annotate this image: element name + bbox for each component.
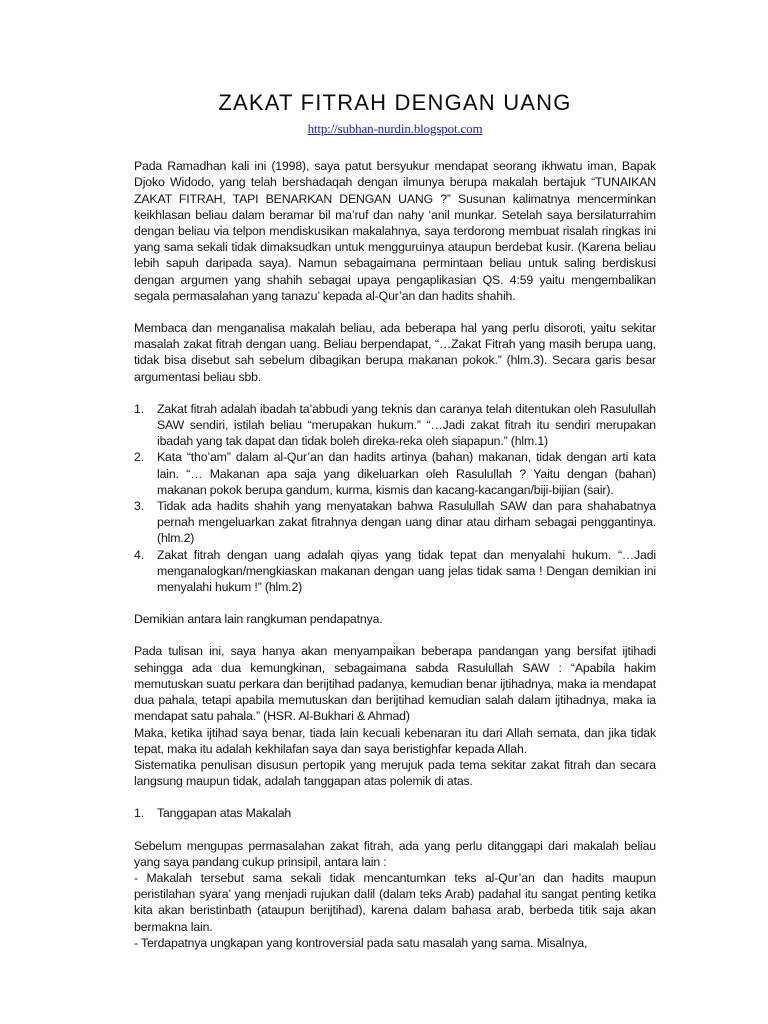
list-number: 2. xyxy=(134,450,144,465)
list-item xyxy=(134,449,656,498)
list-text: Zakat fitrah dengan uang adalah qiyas yang tidak tepat dan menyalahi hukum. “…Jadi menganalogkan/mengkiaskan makanan dengan uang jelas tidak sama ! Dengan demikian ini menyalahi hukum !” (hlm.2) xyxy=(157,547,656,595)
paragraph-analysis: Membaca dan menganalisa makalah beliau, ada beberapa hal yang perlu disoroti, yaitu sekitar masalah zakat fitrah dengan uang. Beliau berpendapat, “…Zakat Fitrah yang masih berupa uang, tidak bisa disebut sah sebelum dibagikan berupa makanan pokok.” (hlm.3). Secara garis besar argumentasi beliau sbb. xyxy=(134,321,656,384)
list-item xyxy=(134,547,656,596)
paragraph-point-one: - Makalah tersebut sama sekali tidak mencantumkan teks al-Qur’an dan hadits maupun peristilahan syara’ yang menjadi rujukan dalil (dalam teks Arab) padahal itu sangat penting ketika kita akan beristinbath (ataupun berijtihad), karena dalam bahasa arab, berbeda titik saja akan bermakna lain. xyxy=(134,870,656,934)
paragraph-intro: Pada Ramadhan kali ini (1998), saya patut bersyukur mendapat seorang ikhwatu iman, Bapak Djoko Widodo, yang telah bershadaqah dengan ilmunya berupa makalah bertajuk “TUNAIKAN ZAKAT FITRAH, TAPI BENARKAN DENGAN UANG ?” Susunan kalimatnya mencerminkan keikhlasan beliau dalam beramar bil ma’ruf dan nahy ‘anil munkar. Setelah saya bersilaturrahim dengan beliau via telpon mendiskusikan makalahnya, saya terdorong membuat risalah ringkas ini yang sama sekali tidak dimaksudkan untuk mengguruinya ataupun berdebat kusir. (Karena beliau lebih sapuh daripada saya). Namun sebagaimana permintaan beliau untuk saling berdiskusi dengan argumen yang shahih sebagai upaya pengaplikasian QS. 4:59 yaitu mengembalikan segala permasalahan yang tanazu’ kepada al-Qur’an dan hadits shahih. xyxy=(134,159,656,303)
list-number: 3. xyxy=(134,499,144,514)
list-item xyxy=(134,498,656,547)
list-number: 4. xyxy=(134,547,144,562)
paragraph-istighfar: Maka, ketika ijtihad saya benar, tiada lain kecuali kebenaran itu dari Allah semata, dan jika tidak tepat, maka itu adalah kekhilafan saya dan saya beristighfar kepada Allah. xyxy=(134,725,656,756)
list-text: Kata “tho’am” dalam al-Qur’an dan hadits artinya (bahan) makanan, tidak dengan arti kata lain. “… Makanan apa saja yang dikeluarkan oleh Rasulullah ? Yaitu dengan (bahan) makanan pokok berupa gandum, kurma, kismis dan kacang-kacangan/biji-bijian (sair). xyxy=(157,450,656,497)
document-body xyxy=(134,90,656,951)
page-title: ZAKAT FITRAH DENGAN UANG xyxy=(218,90,572,115)
section-heading: Tanggapan atas Makalah xyxy=(157,806,292,821)
list-text: Zakat fitrah adalah ibadah ta’abbudi yang teknis dan caranya telah ditentukan oleh Rasulullah SAW sendiri, istilah beliau “merupakan hukum.” “…Jadi zakat fitrah itu sendiri merupakan ibadah yang tak dapat dan tidak boleh direka-reka oleh siapapun.” (hlm.1) xyxy=(157,401,656,449)
list-item xyxy=(134,401,656,450)
list-number: 1. xyxy=(134,806,144,821)
blog-link[interactable]: http://subhan-nurdin.blogspot.com xyxy=(307,121,483,136)
list-number: 1. xyxy=(134,401,144,416)
paragraph-point-two: - Terdapatnya ungkapan yang kontroversial pada satu masalah yang sama. Misalnya, xyxy=(134,935,588,950)
paragraph-response-intro: Sebelum mengupas permasalahan zakat fitrah, ada yang perlu ditanggapi dari makalah beliau yang saya pandang cukup prinsipil, antara lain : xyxy=(134,838,656,869)
paragraph-ijtihad: Pada tulisan ini, saya hanya akan menyampaikan beberapa pandangan yang bersifat ijtihadi sehingga ada dua kemungkinan, sebagaimana sabda Rasulullah SAW : “Apabila hakim memutuskan suatu perkara dan berijtihad padanya, kemudian benar ijtihadnya, maka ia mendapat dua pahala, tetapi apabila memutuskan dan berijtihad kemudian salah dalam ijtihadnya, maka ia mendapat satu pahala.” (HSR. Al-Bukhari & Ahmad) xyxy=(134,644,656,724)
argument-list xyxy=(134,401,656,595)
section-list xyxy=(134,805,656,821)
list-item xyxy=(134,805,656,821)
paragraph-systematics: Sistematika penulisan disusun pertopik yang merujuk pada tema sekitar zakat fitrah dan secara langsung maupun tidak, adalah tanggapan atas polemik di atas. xyxy=(134,757,656,789)
list-text: Tidak ada hadits shahih yang menyatakan bahwa Rasulullah SAW dan para shahabatnya pernah mengeluarkan zakat fitrahnya dengan uang dinar atau dirham sebagai penggantinya. (hlm.2) xyxy=(157,499,656,546)
paragraph-summary: Demikian antara lain rangkuman pendapatnya. xyxy=(134,612,383,627)
